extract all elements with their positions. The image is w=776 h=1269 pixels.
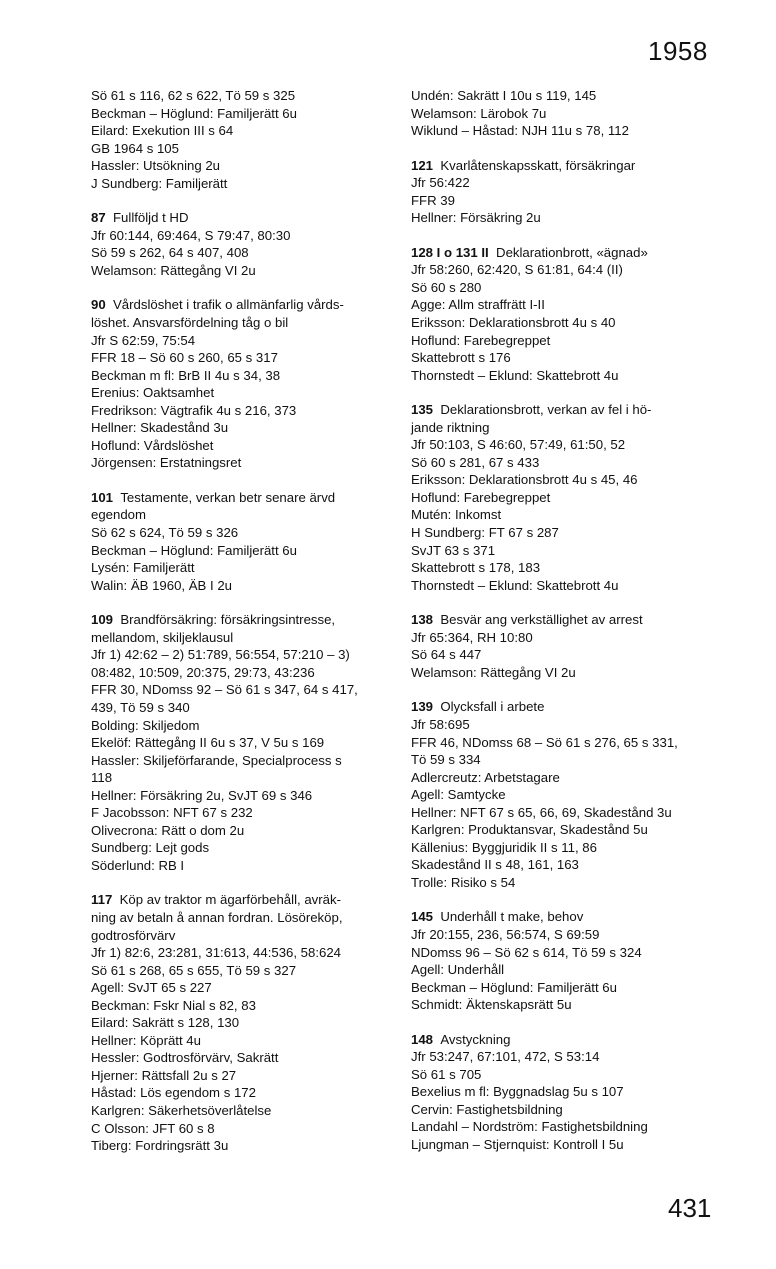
entry-line: Tö 59 s 334 xyxy=(411,752,481,768)
entry-line: Jfr 60:144, 69:464, S 79:47, 80:30 xyxy=(91,227,291,243)
entry-line: Thornstedt – Eklund: Skattebrott 4u xyxy=(411,367,619,383)
entry-line: Jfr 58:260, 62:420, S 61:81, 64:4 (II) xyxy=(411,262,623,278)
entry-line: Landahl – Nordström: Fastighetsbildning xyxy=(411,1119,648,1135)
entry-line: Adlercreutz: Arbetstagare xyxy=(411,769,560,785)
entry-line: GB 1964 s 105 xyxy=(91,140,179,156)
entry-line: Skattebrott s 176 xyxy=(411,350,511,366)
entry-line: SvJT 63 s 371 xyxy=(411,542,496,558)
entry-line: Wiklund – Håstad: NJH 11u s 78, 112 xyxy=(411,123,629,139)
entry-line: Beckman: Fskr Nial s 82, 83 xyxy=(91,997,256,1013)
year-heading: 1958 xyxy=(648,36,708,66)
entry-number: 90 xyxy=(91,297,106,313)
entry-heading-line xyxy=(91,891,391,909)
entry-line: FFR 46, NDomss 68 – Sö 61 s 276, 65 s 331, xyxy=(411,734,678,750)
entry-line: Sö 62 s 624, Tö 59 s 326 xyxy=(91,525,239,541)
entry-line: Agge: Allm straffrätt I-II xyxy=(411,297,545,313)
entry-line: Hellner: NFT 67 s 65, 66, 69, Skadestånd 3u xyxy=(411,804,672,820)
index-entry xyxy=(411,698,721,891)
index-entry xyxy=(411,908,721,1013)
entry-heading: Testamente, verkan betr senare ärvd xyxy=(120,489,336,505)
entry-line: Welamson: Rättegång VI 2u xyxy=(91,262,256,278)
entry-heading: Brandförsäkring: försäkringsintresse, xyxy=(120,612,336,628)
entry-number: 139 xyxy=(411,699,434,715)
entry-line: Schmidt: Äktenskapsrätt 5u xyxy=(411,997,572,1013)
index-entry xyxy=(91,611,391,874)
entry-line: Jfr 56:422 xyxy=(411,175,470,191)
entry-line: Jfr S 62:59, 75:54 xyxy=(91,332,196,348)
entry-heading-line xyxy=(91,489,391,507)
entry-heading-line xyxy=(411,698,721,716)
entry-line: Jfr 1) 82:6, 23:281, 31:613, 44:536, 58:624 xyxy=(91,945,342,961)
entry-number: 109 xyxy=(91,612,114,628)
entry-line: Ekelöf: Rättegång II 6u s 37, V 5u s 169 xyxy=(91,735,325,751)
entry-line: Cervin: Fastighetsbildning xyxy=(411,1101,563,1117)
entry-line: FFR 30, NDomss 92 – Sö 61 s 347, 64 s 417, xyxy=(91,682,358,698)
left-column xyxy=(91,87,391,1172)
entry-heading-line xyxy=(411,908,721,926)
entry-line: Undén: Sakrätt I 10u s 119, 145 xyxy=(411,88,597,103)
entry-line: H Sundberg: FT 67 s 287 xyxy=(411,525,559,541)
entry-line: godtrosförvärv xyxy=(91,927,176,943)
entry-line: 439, Tö 59 s 340 xyxy=(91,699,190,715)
entry-line: C Olsson: JFT 60 s 8 xyxy=(91,1120,215,1136)
entry-line: Jfr 1) 42:62 – 2) 51:789, 56:554, 57:210 – 3) xyxy=(91,647,350,663)
entry-heading-line xyxy=(91,611,391,629)
entry-number: 87 xyxy=(91,210,106,226)
entry-line: Hessler: Godtrosförvärv, Sakrätt xyxy=(91,1050,279,1066)
entry-line: FFR 18 – Sö 60 s 260, 65 s 317 xyxy=(91,350,278,366)
entry-line: Fredrikson: Vägtrafik 4u s 216, 373 xyxy=(91,402,297,418)
entry-line: Beckman – Höglund: Familjerätt 6u xyxy=(91,542,297,558)
entry-heading: Deklarationsbrott, verkan av fel i hö- xyxy=(440,402,652,418)
entry-line: Bolding: Skiljedom xyxy=(91,717,200,733)
entry-line: Eriksson: Deklarationsbrott 4u s 40 xyxy=(411,315,616,331)
entry-line: Agell: SvJT 65 s 227 xyxy=(91,980,212,996)
entry-line: J Sundberg: Familjerätt xyxy=(91,175,228,191)
entry-heading: Fullföljd t HD xyxy=(113,210,189,226)
entry-number: 101 xyxy=(91,489,114,505)
entry-line: Jörgensen: Erstatningsret xyxy=(91,455,242,471)
entry-line: Agell: Underhåll xyxy=(411,962,505,978)
entry-heading-line xyxy=(411,611,721,629)
entry-line: Sö 61 s 705 xyxy=(411,1066,482,1082)
entry-line: Sö 64 s 447 xyxy=(411,647,482,663)
index-entry xyxy=(411,1031,721,1154)
entry-line: Skattebrott s 178, 183 xyxy=(411,560,541,576)
entry-line: 118 xyxy=(91,770,113,786)
entry-line: Hoflund: Farebegreppet xyxy=(411,332,551,348)
entry-line: Hoflund: Farebegreppet xyxy=(411,489,551,505)
entry-line: Jfr 65:364, RH 10:80 xyxy=(411,629,533,645)
entry-number: 148 xyxy=(411,1031,434,1047)
entry-heading: Köp av traktor m ägarförbehåll, avräk- xyxy=(119,892,341,908)
entry-line: Olivecrona: Rätt o dom 2u xyxy=(91,822,245,838)
entry-line: Jfr 20:155, 236, 56:574, S 69:59 xyxy=(411,926,600,942)
entry-heading: Besvär ang verkställighet av arrest xyxy=(440,612,643,628)
entry-line: Beckman – Höglund: Familjerätt 6u xyxy=(411,979,617,995)
entry-line: Walin: ÄB 1960, ÄB I 2u xyxy=(91,577,232,593)
entry-line: Sundberg: Lejt gods xyxy=(91,840,210,856)
entry-line: Skadestånd II s 48, 161, 163 xyxy=(411,857,579,873)
entry-line: Lysén: Familjerätt xyxy=(91,560,195,576)
entry-line: Eriksson: Deklarationsbrott 4u s 45, 46 xyxy=(411,472,638,488)
entry-line: Erenius: Oaktsamhet xyxy=(91,385,215,401)
entry-line: Beckman – Höglund: Familjerätt 6u xyxy=(91,105,297,121)
entry-line: jande riktning xyxy=(411,419,490,435)
entry-line: Sö 61 s 116, 62 s 622, Tö 59 s 325 xyxy=(91,88,296,103)
index-entry xyxy=(91,296,391,471)
entry-number: 138 xyxy=(411,612,434,628)
entry-line: Söderlund: RB I xyxy=(91,857,185,873)
entry-line: Jfr 53:247, 67:101, 472, S 53:14 xyxy=(411,1049,600,1065)
entry-heading: Kvarlåtenskapsskatt, försäkringar xyxy=(440,157,636,173)
entry-number: 128 I o 131 II xyxy=(411,244,489,260)
entry-line: Bexelius m fl: Byggnadslag 5u s 107 xyxy=(411,1084,624,1100)
entry-line: NDomss 96 – Sö 62 s 614, Tö 59 s 324 xyxy=(411,944,642,960)
entry-line: Hjerner: Rättsfall 2u s 27 xyxy=(91,1067,237,1083)
index-entry xyxy=(91,489,391,594)
entry-line: Jfr 58:695 xyxy=(411,716,470,732)
entry-line: 08:482, 10:509, 20:375, 29:73, 43:236 xyxy=(91,664,315,680)
entry-line: Hassler: Utsökning 2u xyxy=(91,158,221,174)
entry-line: Eilard: Exekution III s 64 xyxy=(91,123,234,139)
entry-line: egendom xyxy=(91,507,146,523)
index-entry xyxy=(91,87,391,192)
entry-heading-line xyxy=(91,296,391,314)
index-entry xyxy=(91,891,391,1154)
entry-number: 135 xyxy=(411,402,434,418)
entry-line: Ljungman – Stjernquist: Kontroll I 5u xyxy=(411,1136,624,1152)
right-column xyxy=(411,87,721,1171)
entry-line: Sö 61 s 268, 65 s 655, Tö 59 s 327 xyxy=(91,962,297,978)
entry-heading-line xyxy=(411,244,721,262)
index-entry xyxy=(91,209,391,279)
entry-line: Hellner: Försäkring 2u xyxy=(411,210,541,226)
entry-heading: Underhåll t make, behov xyxy=(440,909,584,925)
entry-heading: Deklarationbrott, «ägnad» xyxy=(496,244,648,260)
entry-line: F Jacobsson: NFT 67 s 232 xyxy=(91,805,253,821)
entry-line: FFR 39 xyxy=(411,192,455,208)
entry-line: Beckman m fl: BrB II 4u s 34, 38 xyxy=(91,367,281,383)
entry-line: Sö 60 s 281, 67 s 433 xyxy=(411,454,540,470)
entry-heading-line xyxy=(411,401,721,419)
entry-line: Karlgren: Säkerhetsöverlåtelse xyxy=(91,1102,272,1118)
entry-line: mellandom, skiljeklausul xyxy=(91,629,234,645)
index-entry xyxy=(411,611,721,681)
entry-heading-line xyxy=(411,1031,721,1049)
entry-line: Håstad: Lös egendom s 172 xyxy=(91,1085,256,1101)
entry-line: Källenius: Byggjuridik II s 11, 86 xyxy=(411,839,597,855)
entry-number: 117 xyxy=(91,892,113,908)
entry-line: Hellner: Försäkring 2u, SvJT 69 s 346 xyxy=(91,787,313,803)
entry-line: Mutén: Inkomst xyxy=(411,507,502,523)
entry-line: Agell: Samtycke xyxy=(411,787,506,803)
entry-line: Trolle: Risiko s 54 xyxy=(411,874,516,890)
page-number: 431 xyxy=(668,1193,712,1223)
index-entry xyxy=(411,401,721,594)
entry-line: Welamson: Rättegång VI 2u xyxy=(411,664,576,680)
entry-heading: Vårdslöshet i trafik o allmänfarlig vårds- xyxy=(113,297,344,313)
index-entry xyxy=(411,87,721,140)
entry-line: Sö 60 s 280 xyxy=(411,279,482,295)
entry-heading: Avstyckning xyxy=(440,1031,511,1047)
entry-heading-line xyxy=(411,157,721,175)
entry-number: 145 xyxy=(411,909,434,925)
index-entry xyxy=(411,157,721,227)
entry-line: Jfr 50:103, S 46:60, 57:49, 61:50, 52 xyxy=(411,437,626,453)
entry-line: Welamson: Lärobok 7u xyxy=(411,105,547,121)
entry-line: Hoflund: Vårdslöshet xyxy=(91,437,214,453)
entry-line: löshet. Ansvarsfördelning tåg o bil xyxy=(91,315,289,331)
entry-line: Sö 59 s 262, 64 s 407, 408 xyxy=(91,245,249,261)
entry-line: Karlgren: Produktansvar, Skadestånd 5u xyxy=(411,822,648,838)
entry-heading-line xyxy=(91,209,391,227)
entry-line: Thornstedt – Eklund: Skattebrott 4u xyxy=(411,577,619,593)
entry-number: 121 xyxy=(411,157,434,173)
entry-line: ning av betaln å annan fordran. Lösöreköp, xyxy=(91,909,343,925)
entry-line: Eilard: Sakrätt s 128, 130 xyxy=(91,1015,240,1031)
entry-line: Hassler: Skiljeförfarande, Specialprocess s xyxy=(91,752,342,768)
index-entry xyxy=(411,244,721,384)
entry-line: Tiberg: Fordringsrätt 3u xyxy=(91,1138,229,1154)
entry-line: Hellner: Skadestånd 3u xyxy=(91,420,229,436)
entry-heading: Olycksfall i arbete xyxy=(440,699,545,715)
entry-line: Hellner: Köprätt 4u xyxy=(91,1032,201,1048)
